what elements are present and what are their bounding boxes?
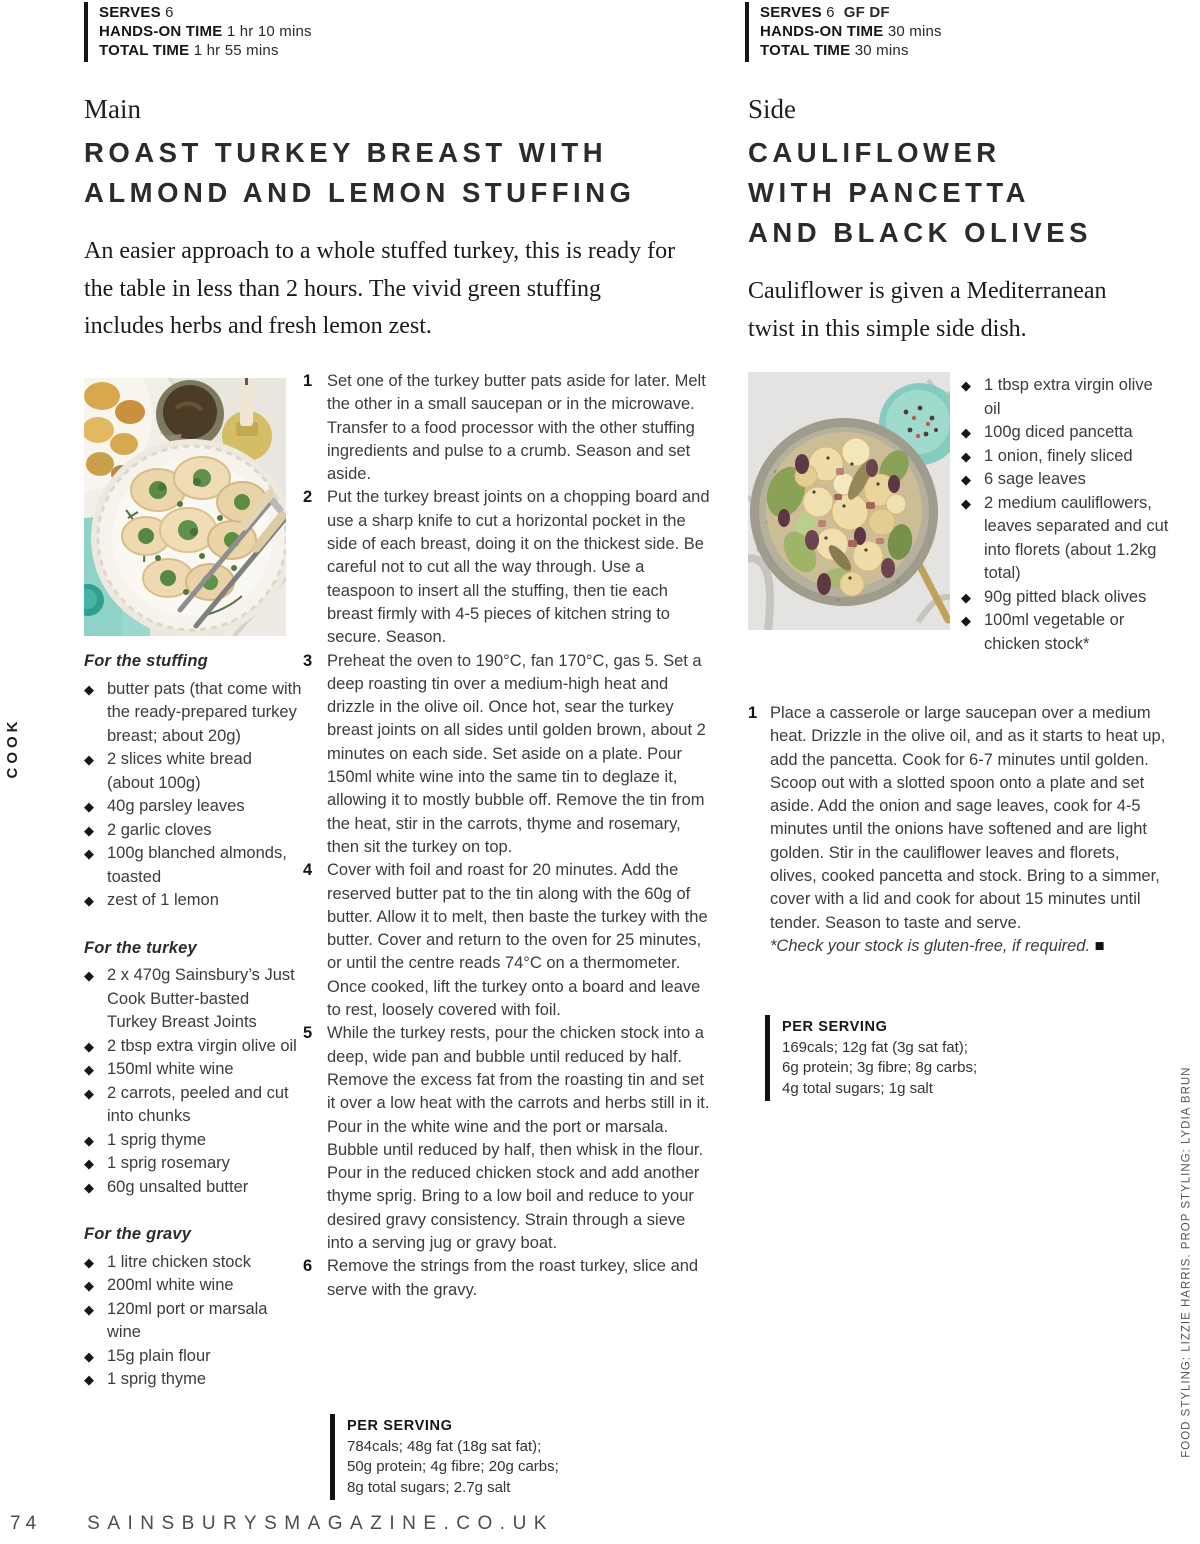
- meta-handson-row: [760, 22, 942, 41]
- method-step: [303, 1255, 711, 1302]
- method-step: [748, 702, 1168, 958]
- side-method: [748, 702, 1168, 958]
- ingredient-item: [961, 374, 1169, 421]
- title-line: ALMOND AND LEMON STUFFING: [84, 177, 636, 208]
- title-line: ROAST TURKEY BREAST WITH: [84, 137, 608, 168]
- serves-label: SERVES: [760, 4, 822, 21]
- section-label-cook: COOK: [4, 717, 21, 779]
- method-step: [303, 650, 711, 860]
- turkey-platter-photo: [84, 378, 286, 636]
- ingredient-text: 1 onion, finely sliced: [984, 446, 1133, 465]
- diamond-bullet-icon: ◆: [84, 1085, 94, 1101]
- step-text: Put the turkey breast joints on a chopping board and use a sharp knife to cut a horizontal pocket in the side of each breast, doing it on the thickest side. Be careful not to cut all the way through. Use a teaspoon to insert all the stuffing, then tie each breast firmly with 4-5 pieces of kitchen string to secure. Season.: [327, 488, 710, 647]
- step-number: 6: [303, 1257, 313, 1276]
- side-per-serving: [765, 1015, 1102, 1101]
- meta-total-row: [99, 41, 312, 60]
- diamond-bullet-icon: ◆: [84, 1179, 94, 1195]
- ingredient-item: [84, 1129, 302, 1153]
- diamond-bullet-icon: ◆: [84, 893, 94, 908]
- ingredient-text: 1 sprig thyme: [107, 1370, 207, 1388]
- ingredient-item: [84, 678, 302, 749]
- step-text: Set one of the turkey butter pats aside for later. Melt the other in a small saucepan or in the microwave. Transfer to a food processor with the other stuffing ingredients and pulse to a crumb. Season and set aside.: [327, 372, 706, 484]
- hands-on-label: HANDS-ON TIME: [760, 23, 884, 40]
- ingredient-item: [84, 1082, 302, 1129]
- main-recipe-meta: [84, 2, 312, 62]
- ingredient-text: 90g pitted black olives: [984, 587, 1147, 606]
- step-text: Cover with foil and roast for 20 minutes. Add the reserved butter pat to the tin along with the 60g of butter. Allow it to melt, then baste the turkey with the butter. Cover and return to the oven for 25 minutes, or until the centre reads 74°C on a thermometer. Once cooked, lift the turkey onto a board and leave to rest, loosely covered with foil.: [327, 861, 708, 1020]
- hands-on-value: 30 mins: [887, 23, 942, 40]
- ingredient-list: [84, 964, 302, 1199]
- side-recipe-header: [748, 94, 1178, 348]
- ingredient-text: 1 litre chicken stock: [107, 1252, 251, 1271]
- course-label: Main: [84, 94, 141, 124]
- meta-serves-row: [99, 3, 312, 22]
- ingredient-text: zest of 1 lemon: [107, 891, 219, 909]
- method-step: [303, 370, 711, 486]
- main-ingredients: [84, 650, 302, 1416]
- diamond-bullet-icon: ◆: [961, 472, 971, 487]
- method-step: [303, 486, 711, 649]
- step-text: Place a casserole or large saucepan over a medium heat. Drizzle in the olive oil, and as it starts to heat up, add the pancetta. Cook for 6-7 minutes until golden. Scoop out with a slotted spoon onto a plate and set aside. Add the onion and sage leaves, cook for 4-5 minutes until the onions have softened and are light golden. Stir in the cauliflower leaves and florets, olives, cooked pancetta and stock. Bring to a simmer, cover with a lid and cook for about 15 minutes until tender. Season to taste and serve.: [770, 704, 1166, 932]
- ingredient-item: [84, 748, 302, 795]
- ingredient-item: [961, 492, 1169, 586]
- serves-label: SERVES: [99, 4, 161, 21]
- gluten-free-note: [770, 935, 1168, 958]
- ingredient-item: [84, 819, 302, 843]
- diamond-bullet-icon: ◆: [84, 1278, 94, 1293]
- ingredient-text: 100g blanched almonds, toasted: [107, 844, 287, 886]
- main-recipe-title: [84, 133, 704, 213]
- ingredient-text: 1 tbsp extra virgin olive oil: [984, 376, 1153, 418]
- ingredient-text: 2 carrots, peeled and cut into chunks: [107, 1083, 289, 1125]
- diamond-bullet-icon: ◆: [84, 1156, 94, 1171]
- ingredient-text: 100ml vegetable or chicken stock*: [984, 611, 1125, 653]
- step-text: Preheat the oven to 190°C, fan 170°C, gas 5. Set a deep roasting tin over a medium-high heat and drizzle in the olive oil. Once hot, sear the turkey breast joints on all sides until golden brown, about 2 minutes on each side. Set aside on a plate. Pour 150ml white wine into the same tin to deglaze it, allowing it to mostly bubble off. Remove the tin from the heat, stir in the carrots, thyme and rosemary, then sit the turkey on top.: [327, 651, 706, 856]
- diamond-bullet-icon: ◆: [84, 968, 94, 983]
- ingredient-text: 150ml white wine: [107, 1060, 234, 1078]
- title-line: WITH PANCETTA: [748, 177, 1031, 208]
- total-time-value: 30 mins: [854, 42, 909, 59]
- main-recipe-intro: An easier approach to a whole stuffed turkey, this is ready for the table in less than 2 hours. The vivid green stuffing includes herbs and fresh lemon zest.: [84, 238, 676, 339]
- ingredient-text: butter pats (that come with the ready-prepared turkey breast; about 20g): [107, 679, 302, 745]
- title-line: AND BLACK OLIVES: [748, 217, 1092, 248]
- total-time-label: TOTAL TIME: [760, 42, 851, 59]
- ingredient-group-heading: For the gravy: [84, 1225, 192, 1243]
- step-text: Remove the strings from the roast turkey, slice and serve with the gravy.: [327, 1257, 699, 1299]
- ingredient-text: 2 tbsp extra virgin olive oil: [107, 1036, 297, 1055]
- method-step: [303, 1022, 711, 1255]
- side-ingredients: [961, 374, 1169, 656]
- diamond-bullet-icon: ◆: [84, 1372, 94, 1387]
- per-serving-label: PER SERVING: [782, 1019, 888, 1035]
- ingredient-item: [84, 795, 302, 819]
- diamond-bullet-icon: ◆: [84, 681, 94, 697]
- ingredient-group-turkey: [84, 937, 302, 1200]
- ingredient-item: [961, 421, 1169, 445]
- ingredient-text: 2 garlic cloves: [107, 820, 212, 839]
- diet-flags: GF DF: [843, 4, 890, 21]
- ingredient-text: 120ml port or marsala wine: [107, 1299, 268, 1341]
- step-number: 5: [303, 1024, 313, 1043]
- ingredient-text: 6 sage leaves: [984, 470, 1086, 488]
- title-line: CAULIFLOWER: [748, 137, 1001, 168]
- page-number: 74: [10, 1513, 42, 1534]
- note-text: *Check your stock is gluten-free, if required.: [770, 936, 1091, 955]
- method-steps: [303, 370, 711, 1302]
- ingredient-item: [84, 889, 302, 913]
- ingredient-text: 2 x 470g Sainsbury’s Just Cook Butter-basted Turkey Breast Joints: [107, 966, 295, 1031]
- ingredient-group-stuffing: [84, 650, 302, 913]
- main-recipe-header: [84, 94, 704, 346]
- step-number: 1: [748, 704, 758, 722]
- ingredient-item: [84, 1251, 302, 1275]
- ingredient-item: [961, 609, 1169, 656]
- nutrition-line: 4g total sugars; 1g salt: [782, 1079, 933, 1097]
- side-recipe-title: [748, 133, 1178, 253]
- ingredient-item: [961, 586, 1169, 610]
- ingredient-item: [84, 1345, 302, 1369]
- ingredient-item: [961, 445, 1169, 469]
- diamond-bullet-icon: ◆: [84, 1348, 94, 1364]
- ingredient-list: [84, 1251, 302, 1392]
- step-number: 3: [303, 651, 313, 670]
- main-method: [303, 370, 711, 1302]
- method-step: [303, 859, 711, 1022]
- nutrition-line: 6g protein; 3g fibre; 8g carbs;: [782, 1059, 978, 1076]
- diamond-bullet-icon: ◆: [84, 1038, 94, 1054]
- diamond-bullet-icon: ◆: [961, 589, 971, 605]
- diamond-bullet-icon: ◆: [84, 846, 94, 861]
- side-recipe-intro: Cauliflower is given a Mediterranean twist in this simple side dish.: [748, 278, 1107, 342]
- diamond-bullet-icon: ◆: [84, 799, 94, 814]
- diamond-bullet-icon: ◆: [84, 752, 94, 767]
- ingredient-item: [84, 1368, 302, 1392]
- diamond-bullet-icon: ◆: [961, 378, 971, 393]
- end-of-recipe-square-icon: ■: [1094, 936, 1105, 955]
- ingredient-group-heading: For the stuffing: [84, 652, 208, 670]
- meta-total-row: [760, 41, 942, 60]
- ingredient-text: 1 sprig rosemary: [107, 1154, 230, 1172]
- per-serving-label: PER SERVING: [347, 1418, 453, 1434]
- nutrition-line: 50g protein; 4g fibre; 20g carbs;: [347, 1458, 559, 1475]
- diamond-bullet-icon: ◆: [961, 448, 971, 464]
- ingredient-list: [84, 678, 302, 913]
- hands-on-value: 1 hr 10 mins: [226, 23, 312, 40]
- serves-value: 6: [165, 4, 174, 21]
- ingredient-text: 100g diced pancetta: [984, 423, 1133, 441]
- meta-serves-row: [760, 3, 942, 22]
- ingredient-text: 200ml white wine: [107, 1276, 234, 1294]
- ingredient-text: 40g parsley leaves: [107, 797, 245, 815]
- step-number: 1: [303, 372, 313, 390]
- diamond-bullet-icon: ◆: [84, 1132, 94, 1148]
- side-recipe-meta: [745, 2, 942, 62]
- ingredient-item: [84, 1274, 302, 1298]
- step-number: 4: [303, 861, 313, 880]
- ingredient-text: 15g plain flour: [107, 1346, 211, 1365]
- diamond-bullet-icon: ◆: [84, 1254, 94, 1270]
- total-time-value: 1 hr 55 mins: [193, 42, 279, 59]
- ingredient-item: [84, 1035, 302, 1059]
- nutrition-line: 8g total sugars; 2.7g salt: [347, 1478, 511, 1496]
- hands-on-label: HANDS-ON TIME: [99, 23, 223, 40]
- meta-handson-row: [99, 22, 312, 41]
- nutrition-line: 169cals; 12g fat (3g sat fat);: [782, 1038, 968, 1056]
- ingredient-text: 1 sprig thyme: [107, 1130, 207, 1149]
- styling-credit: FOOD STYLING: LIZZIE HARRIS. PROP STYLING: LYDIA BRUN: [1180, 1066, 1193, 1458]
- ingredient-text: 2 medium cauliflowers, leaves separated and cut into florets (about 1.2kg total): [984, 493, 1169, 582]
- ingredient-item: [84, 842, 302, 889]
- diamond-bullet-icon: ◆: [84, 822, 94, 838]
- magazine-website: SAINSBURYSMAGAZINE.CO.UK: [87, 1513, 554, 1534]
- ingredient-item: [84, 1058, 302, 1082]
- ingredient-item: [84, 1152, 302, 1176]
- ingredient-item: [84, 1176, 302, 1200]
- page-footer: [10, 1513, 554, 1535]
- ingredient-text: 60g unsalted butter: [107, 1177, 249, 1196]
- diamond-bullet-icon: ◆: [961, 495, 971, 511]
- nutrition-line: 784cals; 48g fat (18g sat fat);: [347, 1437, 542, 1455]
- diamond-bullet-icon: ◆: [961, 425, 971, 440]
- diamond-bullet-icon: ◆: [961, 613, 971, 628]
- cauliflower-bowl-photo: [748, 372, 950, 630]
- ingredient-item: [961, 468, 1169, 492]
- ingredient-group-heading: For the turkey: [84, 938, 197, 957]
- ingredient-item: [84, 964, 302, 1035]
- ingredient-item: [84, 1298, 302, 1345]
- step-number: 2: [303, 488, 313, 507]
- diamond-bullet-icon: ◆: [84, 1301, 94, 1317]
- ingredient-text: 2 slices white bread (about 100g): [107, 750, 252, 792]
- diamond-bullet-icon: ◆: [84, 1062, 94, 1077]
- step-text: While the turkey rests, pour the chicken stock into a deep, wide pan and bubble until reduced by half. Remove the excess fat from the roasting tin and set it over a low heat with the carrots and herbs still in it. Pour in the white wine and the port or marsala. Bubble until reduced by half, then whisk in the flour. Pour in the reduced chicken stock and add another thyme sprig. Bring to a low boil and reduce to your desired gravy consistency. Strain through a sieve into a serving jug or gravy boat.: [327, 1024, 710, 1252]
- ingredient-group-gravy: [84, 1223, 302, 1392]
- course-label: Side: [748, 94, 797, 124]
- total-time-label: TOTAL TIME: [99, 42, 190, 59]
- main-per-serving: [330, 1414, 647, 1500]
- serves-value: 6: [826, 4, 835, 21]
- ingredient-list: [961, 374, 1169, 656]
